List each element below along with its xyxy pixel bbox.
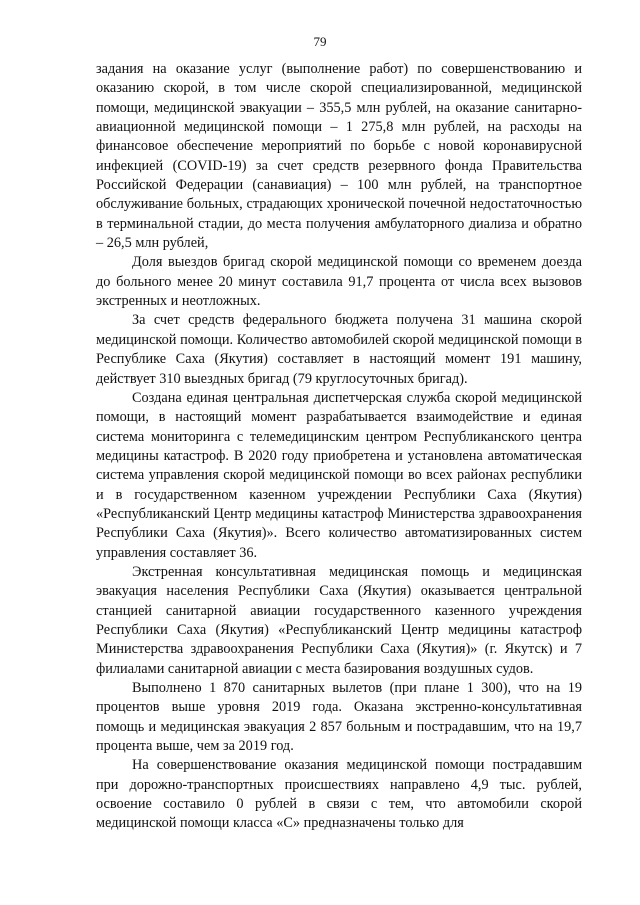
paragraph-funding-tasks: задания на оказание услуг (выполнение работ) по совершенствованию и оказанию скорой, в том числе скорой специализированной, медицинской помощи, медицинской эвакуации – 355,5 млн рублей, на оказание санитарно-авиационной медицинской помощи – 1 275,8 млн рублей, на расходы на финансовое обеспечение мероприятий по борьбе с новой коронавирусной инфекцией (COVID-19) за счет средств резервного фонда Правительства Российской Федерации (санавиация) – 100 млн рублей, на транспортное обслуживание больных, страдающих хронической почечной недостаточностью в терминальной стадии, до места получения амбулаторного диализа и обратно – 26,5 млн рублей, [96,61,582,252]
page-number: 79 [313,34,327,49]
paragraph-flight-statistics: Выполнено 1 870 санитарных вылетов (при плане 1 300), что на 19 процентов выше уровня 2019 года. Оказана экстренно-консультативная помощь и медицинская эвакуация 2 857 больным и пострадавшим, что на 19,7 процента выше, чем за 2019 год. [96,680,582,755]
paragraph-road-accidents: На совершенствование оказания медицинской помощи пострадавшим при дорожно-транспортных происшествиях направлено 4,9 тыс. рублей, освоение составило 0 рублей в связи с тем, что автомобили скорой медицинской помощи класса «С» предназначены только для [96,757,582,832]
paragraph-dispatch-service: Создана единая центральная диспетчерская служба скорой медицинской помощи, в настоящий момент разрабатывается взаимодействие и единая система мониторинга с телемедицинским центром Республиканского центра медицины катастроф. В 2020 году приобретена и установлена автоматическая система управления скорой медицинской помощи во всех районах республики и в государственном казенном учреждении Республики Саха (Якутия) «Республиканский Центр медицины катастроф Министерства здравоохранения Республики Саха (Якутия)». Всего количество автоматизированных систем управления составляет 36. [96,389,582,561]
paragraph-ambulance-fleet: За счет средств федерального бюджета получена 31 машина скорой медицинской помощи. Количество автомобилей скорой медицинской помощи в Республике Саха (Якутия) составляет в настоящий момент 191 машину, действует 310 выездных бригад (79 круглосуточных бригад). [96,312,582,387]
paragraph-air-ambulance: Экстренная консультативная медицинская помощь и медицинская эвакуация населения Республики Саха (Якутия) оказывается центральной станцией санитарной авиации государственного казенного учреждения Республики Саха (Якутия) «Республиканский Центр медицины катастроф Министерства здравоохранения Республики Саха (Якутия)» (г. Якутск) и 7 филиалами санитарной авиации с места базирования воздушных судов. [96,563,582,677]
body-text [96,60,582,834]
paragraph-response-time: Доля выездов бригад скорой медицинской помощи со временем доезда до больного менее 20 минут составила 91,7 процента от числа всех вызовов экстренных и неотложных. [96,254,582,310]
